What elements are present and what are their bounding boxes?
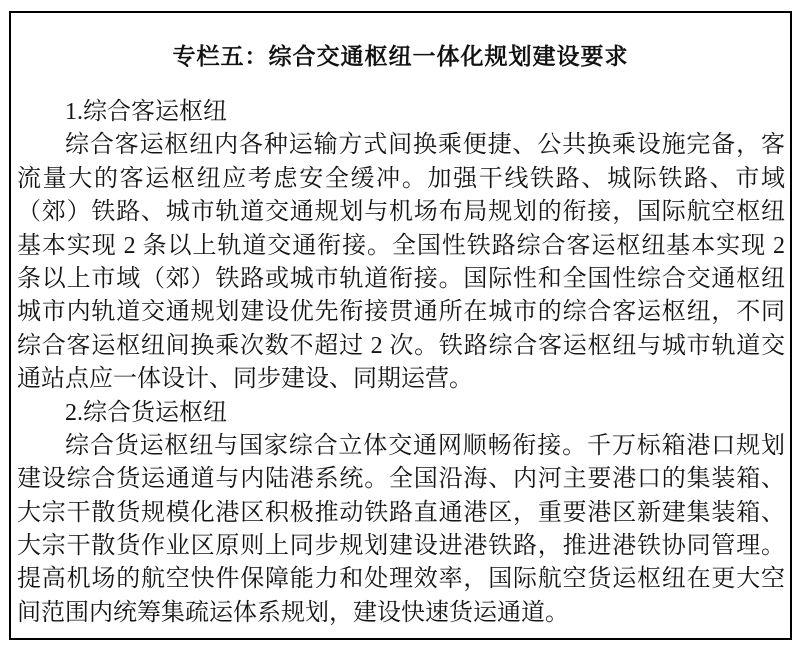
text-line: 建设综合货运通道与内陆港系统。全国沿海、内河主要港口的集装箱、	[17, 466, 785, 493]
text-line: 城市内轨道交通规划建设优先衔接贯通所在城市的综合客运枢纽，不同	[17, 299, 785, 326]
text-line: （郊）铁路、城市轨道交通规划与机场布局规划的衔接，国际航空枢纽	[17, 199, 785, 226]
panel-title: 专栏五：综合交通枢纽一体化规划建设要求	[172, 43, 629, 69]
section-heading-1: 1.综合客运枢纽	[65, 99, 227, 125]
section-heading-2: 2.综合货运枢纽	[65, 399, 227, 426]
text-line: 流量大的客运枢纽应考虑安全缓冲。加强干线铁路、城际铁路、市域	[17, 165, 785, 192]
panel-body	[11, 96, 790, 630]
text-line: 间范围内统筹集疏运体系规划，建设快速货运通道。	[17, 599, 569, 626]
text-line: 条以上市域（郊）铁路或城市轨道衔接。国际性和全国性综合交通枢纽	[17, 265, 785, 292]
text-line: 综合客运枢纽间换乘次数不超过 2 次。铁路综合客运枢纽与城市轨道交	[17, 332, 785, 359]
text-line: 综合客运枢纽内各种运输方式间换乘便捷、公共换乘设施完备，客	[65, 132, 785, 159]
text-line: 综合货运枢纽与国家综合立体交通网顺畅衔接。千万标箱港口规划	[65, 432, 785, 459]
text-line: 大宗干散货作业区原则上同步规划建设进港铁路，推进港铁协同管理。	[17, 533, 785, 560]
text-line: 基本实现 2 条以上轨道交通衔接。全国性铁路综合客运枢纽基本实现 2	[17, 232, 785, 259]
text-line: 提高机场的航空快件保障能力和处理效率，国际航空货运枢纽在更大空	[17, 566, 785, 593]
text-line: 大宗干散货规模化港区积极推动铁路直通港区，重要港区新建集装箱、	[17, 499, 785, 526]
text-line: 通站点应一体设计、同步建设、同期运营。	[17, 366, 473, 393]
column-box	[9, 11, 792, 640]
